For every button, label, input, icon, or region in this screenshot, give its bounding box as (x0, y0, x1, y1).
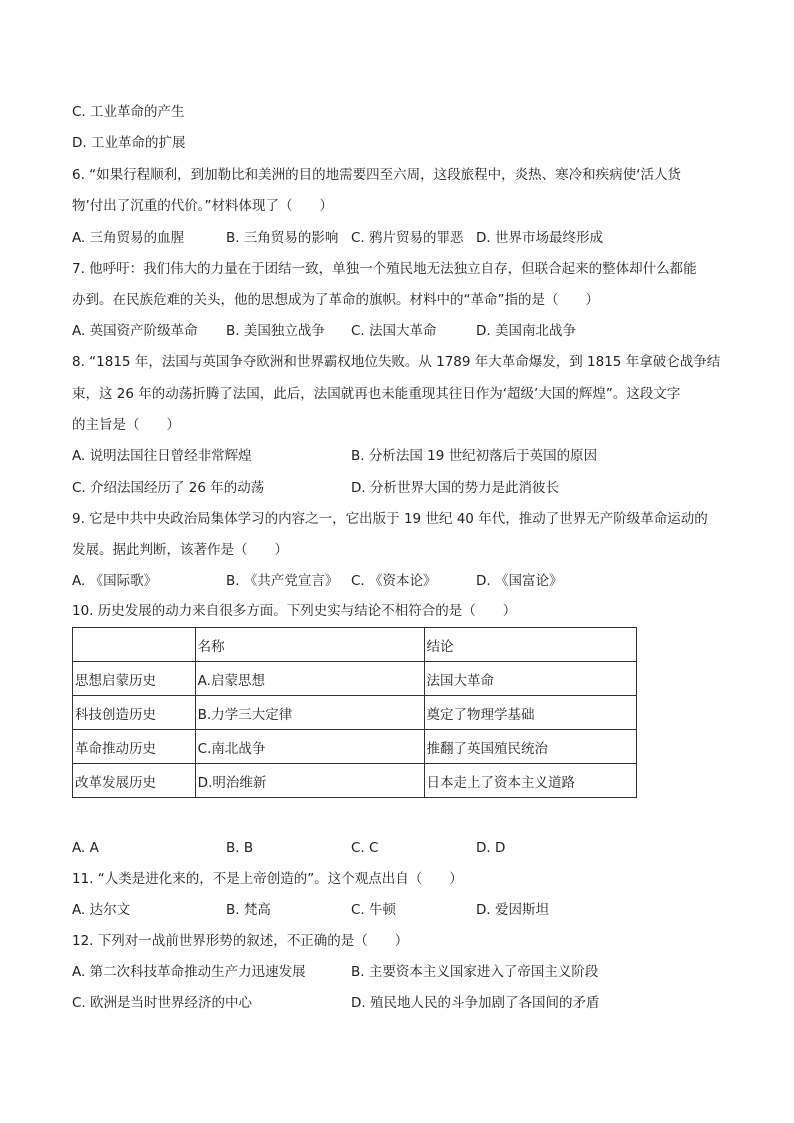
question-7-text-cont: 办到。在民族危难的关头，他的思想成为了革命的旗帜。材料中的“革命”指的是（ ） (72, 292, 599, 308)
q12-option-d: D. 殖民地人民的斗争加剧了各国间的矛盾 (351, 995, 600, 1011)
q11-option-d: D. 爱因斯坦 (476, 902, 549, 918)
q8-option-b: B. 分析法国 19 世纪初落后于英国的原因 (351, 448, 598, 464)
q10-option-b: B. B (226, 840, 254, 856)
question-9-text-cont: 发展。据此判断，该著作是（ ） (72, 542, 288, 558)
history-table (72, 627, 637, 798)
q6-option-a: A. 三角贸易的血腥 (72, 230, 185, 246)
q10-option-d: D. D (476, 840, 506, 856)
q12-option-c: C. 欧洲是当时世界经济的中心 (72, 995, 253, 1011)
question-8-text: 8. “1815 年，法国与英国争夺欧洲和世界霸权地位失败。从 1789 年大革命爆发，到 1815 年拿破仑战争结 (72, 354, 721, 370)
table-cell: 奠定了物理学基础 (424, 696, 636, 730)
q8-option-c: C. 介绍法国经历了 26 年的动荡 (72, 480, 265, 496)
q6-option-b: B. 三角贸易的影响 (226, 230, 339, 246)
q9-option-b: B. 《共产党宣言》 (226, 573, 339, 589)
q7-option-c: C. 法国大革命 (351, 323, 437, 339)
q7-option-d: D. 美国南北战争 (476, 323, 576, 339)
q6-option-c: C. 鸦片贸易的罪恶 (351, 230, 464, 246)
q9-option-c: C. 《资本论》 (351, 573, 437, 589)
question-10-text: 10. 历史发展的动力来自很多方面。下列史实与结论不相符合的是（ ） (72, 603, 517, 619)
table-cell: B.力学三大定律 (195, 696, 424, 730)
q8-option-d: D. 分析世界大国的势力是此消彼长 (351, 480, 559, 496)
table-cell: 革命推动历史 (73, 730, 196, 764)
table-row (73, 730, 637, 764)
question-9-text: 9. 它是中共中央政治局集体学习的内容之一，它出版于 19 世纪 40 年代，推动了世界无产阶级革命运动的 (72, 511, 708, 527)
q10-option-c: C. C (351, 840, 379, 856)
question-8-text-end: 的主旨是（ ） (72, 417, 180, 433)
table-header-cell (73, 628, 196, 662)
q11-option-b: B. 梵高 (226, 902, 271, 918)
question-8-text-cont: 束，这 26 年的动荡折腾了法国，此后，法国就再也未能重现其往日作为‘超级’大国的辉煌”。这段文字 (72, 386, 681, 402)
table-row (73, 696, 637, 730)
q7-option-a: A. 英国资产阶级革命 (72, 323, 198, 339)
q12-option-a: A. 第二次科技革命推动生产力迅速发展 (72, 964, 306, 980)
option-c-industrial-revolution: C. 工业革命的产生 (72, 104, 185, 120)
question-6-text-cont: 物’付出了沉重的代价。”材料体现了（ ） (72, 198, 334, 214)
question-11-text: 11. “人类是进化来的，不是上帝创造的”。这个观点出自（ ） (72, 871, 463, 887)
table-cell: 法国大革命 (424, 662, 636, 696)
question-7-text: 7. 他呼吁：我们伟大的力量在于团结一致，单独一个殖民地无法独立自存，但联合起来的整体却什么都能 (72, 261, 697, 277)
q7-option-b: B. 美国独立战争 (226, 323, 325, 339)
q12-option-b: B. 主要资本主义国家进入了帝国主义阶段 (351, 964, 599, 980)
table-row (73, 764, 637, 798)
q9-option-a: A. 《国际歌》 (72, 573, 158, 589)
table-cell: C.南北战争 (195, 730, 424, 764)
table-header-cell: 结论 (424, 628, 636, 662)
table-cell: 思想启蒙历史 (73, 662, 196, 696)
q9-option-d: D. 《国富论》 (476, 573, 563, 589)
question-6-text: 6. “如果行程顺利，到加勒比和美洲的目的地需要四至六周，这段旅程中，炎热、寒冷和疾病使‘活人货 (72, 167, 681, 183)
table-header-row (73, 628, 637, 662)
table-row (73, 662, 637, 696)
option-d-industrial-revolution: D. 工业革命的扩展 (72, 135, 186, 151)
table-cell: 科技创造历史 (73, 696, 196, 730)
table-cell: 改革发展历史 (73, 764, 196, 798)
question-12-text: 12. 下列对一战前世界形势的叙述，不正确的是（ ） (72, 933, 409, 949)
q11-option-c: C. 牛顿 (351, 902, 397, 918)
q10-option-a: A. A (72, 840, 99, 856)
table-cell: 日本走上了资本主义道路 (424, 764, 636, 798)
q8-option-a: A. 说明法国往日曾经非常辉煌 (72, 448, 252, 464)
table-cell: 推翻了英国殖民统治 (424, 730, 636, 764)
table-cell: D.明治维新 (195, 764, 424, 798)
q6-option-d: D. 世界市场最终形成 (476, 230, 603, 246)
q11-option-a: A. 达尔文 (72, 902, 131, 918)
table-cell: A.启蒙思想 (195, 662, 424, 696)
table-header-cell: 名称 (195, 628, 424, 662)
